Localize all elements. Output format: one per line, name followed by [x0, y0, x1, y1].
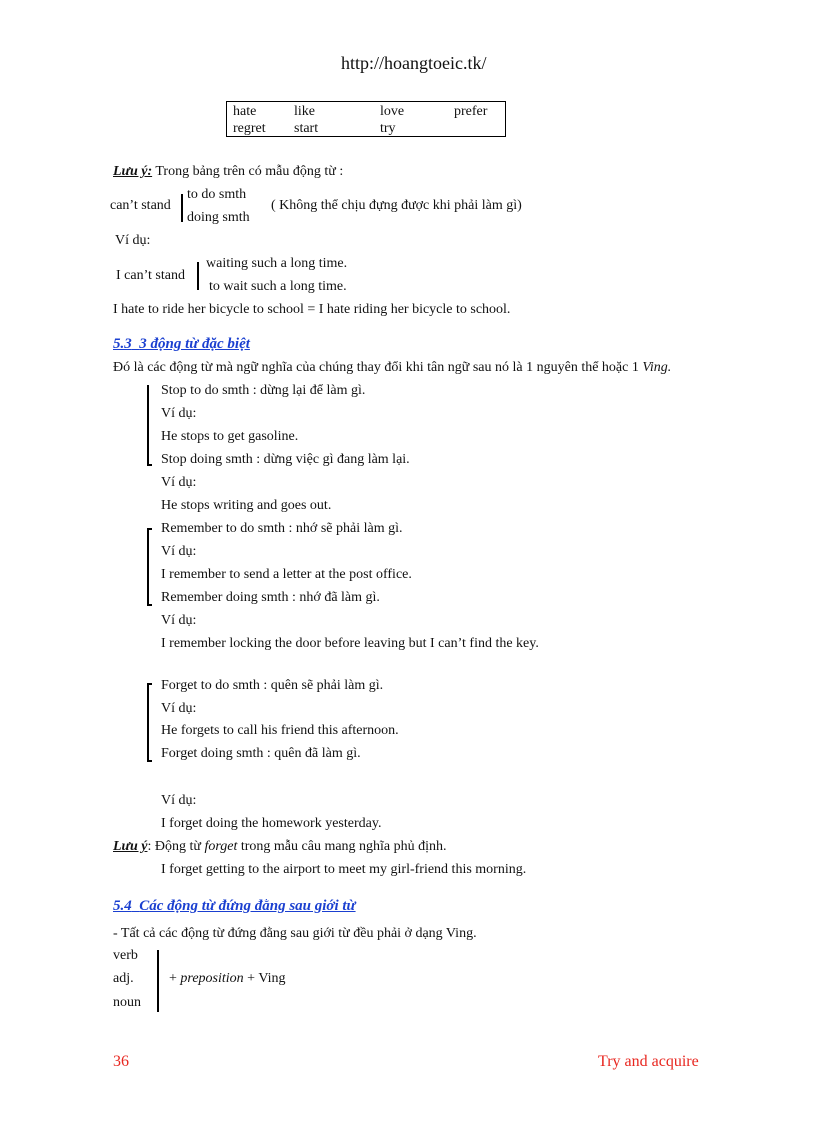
example-label: Ví dụ:	[161, 406, 197, 421]
list-item: adj.	[113, 971, 134, 986]
bracket-tick	[147, 604, 152, 606]
formula-text: +	[169, 971, 181, 986]
formula-italic: preposition	[180, 971, 244, 986]
section-intro	[113, 360, 671, 376]
rule-line: Forget to do smth : quên sẽ phải làm gì.	[161, 678, 384, 693]
bracket-tick	[147, 760, 152, 762]
note-label: Lưu ý:	[113, 164, 153, 179]
section-title: Các động từ đứng đằng sau giới từ	[139, 898, 356, 914]
pattern-subject: can’t stand	[110, 198, 171, 213]
table-cell: love	[380, 104, 405, 119]
table-cell: try	[380, 121, 396, 136]
rule-line: Stop to do smth : dừng lại để làm gì.	[161, 383, 366, 398]
verb-table	[226, 101, 506, 137]
example-sentence: I hate to ride her bicycle to school = I hate riding her bicycle to school.	[113, 302, 511, 317]
note-text: Trong bảng trên có mẫu động từ :	[152, 164, 344, 179]
formula	[169, 971, 285, 987]
example-option: waiting such a long time.	[206, 256, 348, 271]
rule-line: Stop doing smth : dừng việc gì đang làm lại.	[161, 452, 410, 467]
intro-text: Đó là các động từ mà ngữ nghĩa của chúng thay đổi khi tân ngữ sau nó là 1 nguyên thể hoặc 1	[113, 360, 643, 375]
footer-slogan: Try and acquire	[598, 1053, 699, 1070]
example-sentence: I forget getting to the airport to meet my girl-friend this morning.	[161, 862, 527, 877]
bracket-bar	[147, 385, 149, 465]
section-intro: - Tất cả các động từ đứng đằng sau giới từ đều phải ở dạng Ving.	[113, 926, 477, 941]
note-line	[113, 164, 343, 180]
note-italic: forget	[204, 839, 238, 854]
example-sentence: He stops to get gasoline.	[161, 429, 299, 444]
bracket-bar	[197, 262, 199, 290]
table-cell: prefer	[454, 104, 488, 119]
example-label: Ví dụ:	[161, 793, 197, 808]
example-label: Ví dụ:	[161, 544, 197, 559]
section-number: 5.4	[113, 898, 132, 914]
bracket-bar	[147, 528, 149, 605]
header-url: http://hoangtoeic.tk/	[341, 53, 487, 73]
example-label: Ví dụ:	[161, 475, 197, 490]
section-heading[interactable]	[113, 898, 356, 915]
table-cell: regret	[233, 121, 266, 136]
section-number: 5.3	[113, 336, 132, 352]
list-item: noun	[113, 995, 141, 1010]
example-label: Ví dụ:	[161, 613, 197, 628]
example-label: Ví dụ:	[115, 233, 151, 248]
pattern-option: doing smth	[187, 210, 250, 225]
list-item: verb	[113, 948, 138, 963]
example-sentence: He stops writing and goes out.	[161, 498, 332, 513]
note-text: trong mẫu câu mang nghĩa phủ định.	[237, 839, 447, 854]
note-text: : Động từ	[147, 839, 205, 854]
bracket-bar	[147, 683, 149, 761]
intro-italic: Ving.	[642, 360, 672, 375]
example-option: to wait such a long time.	[209, 279, 347, 294]
bracket-bar	[181, 194, 183, 222]
example-subject: I can’t stand	[116, 268, 185, 283]
bracket-tick	[147, 464, 152, 466]
table-cell: hate	[233, 104, 257, 119]
example-sentence: He forgets to call his friend this afternoon.	[161, 723, 399, 738]
bracket-bar	[157, 950, 159, 1012]
pattern-option: to do smth	[187, 187, 247, 202]
note-line	[113, 839, 447, 855]
page-number: 36	[113, 1053, 129, 1070]
rule-line: Remember to do smth : nhớ sẽ phải làm gì.	[161, 521, 403, 536]
example-sentence: I remember to send a letter at the post office.	[161, 567, 412, 582]
note-label: Lưu ý	[113, 839, 148, 854]
section-title: 3 động từ đặc biệt	[139, 336, 250, 352]
example-sentence: I forget doing the homework yesterday.	[161, 816, 382, 831]
table-cell: like	[294, 104, 315, 119]
formula-text: + Ving	[243, 971, 286, 986]
rule-line: Forget doing smth : quên đã làm gì.	[161, 746, 361, 761]
section-heading[interactable]	[113, 336, 250, 353]
example-label: Ví dụ:	[161, 701, 197, 716]
pattern-meaning: ( Không thể chịu đựng được khi phải làm gì)	[271, 198, 522, 213]
example-sentence: I remember locking the door before leaving but I can’t find the key.	[161, 636, 539, 651]
table-cell: start	[294, 121, 319, 136]
rule-line: Remember doing smth : nhớ đã làm gì.	[161, 590, 380, 605]
